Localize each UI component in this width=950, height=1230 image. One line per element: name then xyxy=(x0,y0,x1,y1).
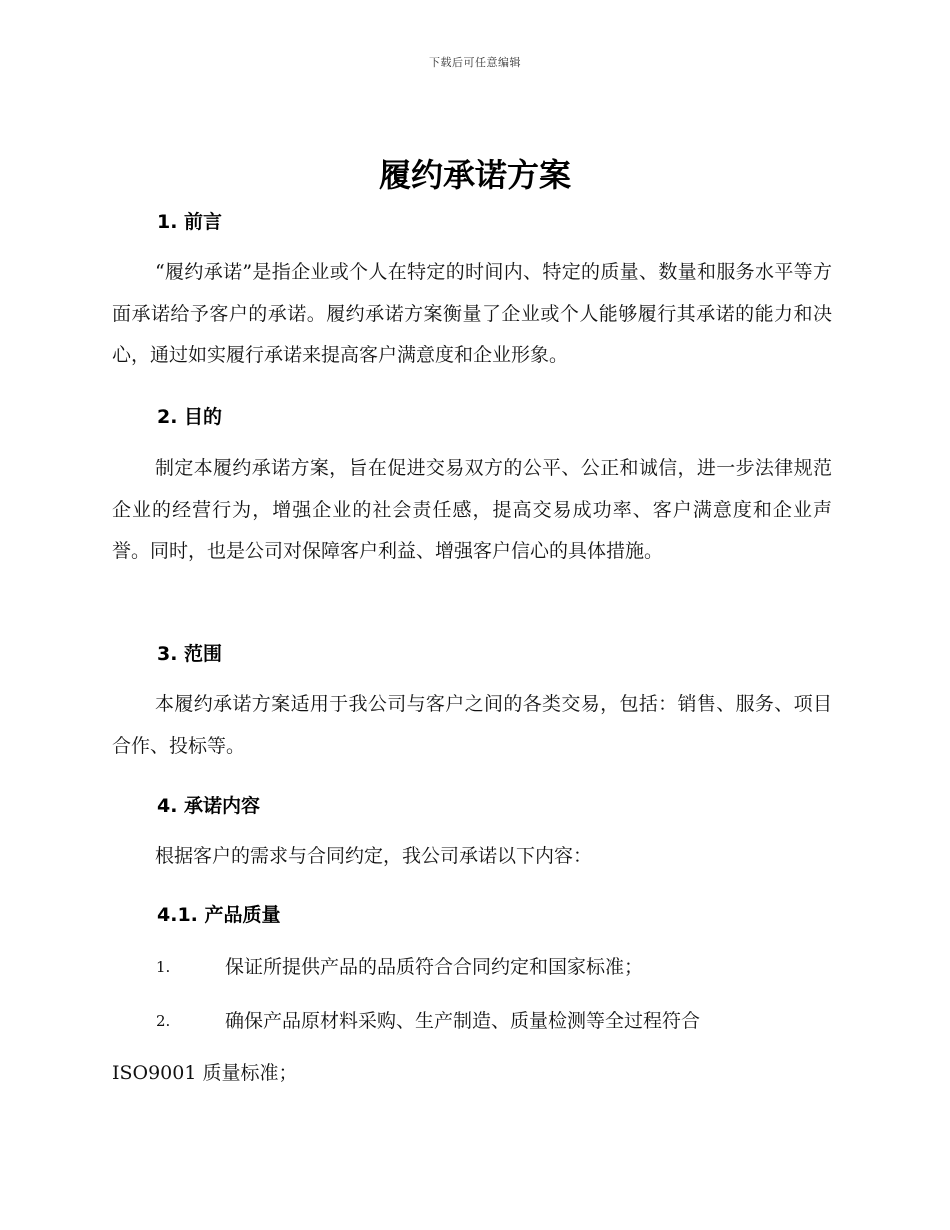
page-header-note: 下载后可任意编辑 xyxy=(429,56,521,69)
list-item-text: 保证所提供产品的品质符合合同约定和国家标准； xyxy=(225,956,644,978)
section-heading-preface: 1. 前言 xyxy=(157,211,223,233)
section-paragraph-commitment: 根据客户的需求与合同约定，我公司承诺以下内容： xyxy=(155,845,593,867)
list-item-continuation: ISO9001 质量标准； xyxy=(112,1062,298,1084)
section-heading-purpose: 2. 目的 xyxy=(157,406,223,428)
list-item-number: 1. xyxy=(156,958,171,976)
document-title: 履约承诺方案 xyxy=(378,156,571,194)
section-paragraph-preface: “履约承诺”是指企业或个人在特定的时间内、特定的质量、数量和服务水平等方面承诺给予客户的承诺。履约承诺方案衡量了企业或个人能够履行其承诺的能力和决心，通过如实履行承诺来提高客户满意度和企业形象。 xyxy=(112,261,832,366)
list-item-text: 确保产品原材料采购、生产制造、质量检测等全过程符合 xyxy=(225,1010,701,1032)
section-heading-scope: 3. 范围 xyxy=(157,643,223,665)
section-paragraph-purpose: 制定本履约承诺方案，旨在促进交易双方的公平、公正和诚信，进一步法律规范企业的经营行为，增强企业的社会责任感，提高交易成功率、客户满意度和企业声誉。同时，也是公司对保障客户利益、增强客户信心的具体措施。 xyxy=(112,457,832,562)
list-item-number: 2. xyxy=(156,1012,171,1030)
section-paragraph-scope: 本履约承诺方案适用于我公司与客户之间的各类交易，包括：销售、服务、项目合作、投标等。 xyxy=(112,693,832,757)
section-heading-commitment: 4. 承诺内容 xyxy=(157,795,261,817)
subsection-heading-product-quality: 4.1. 产品质量 xyxy=(157,904,281,926)
